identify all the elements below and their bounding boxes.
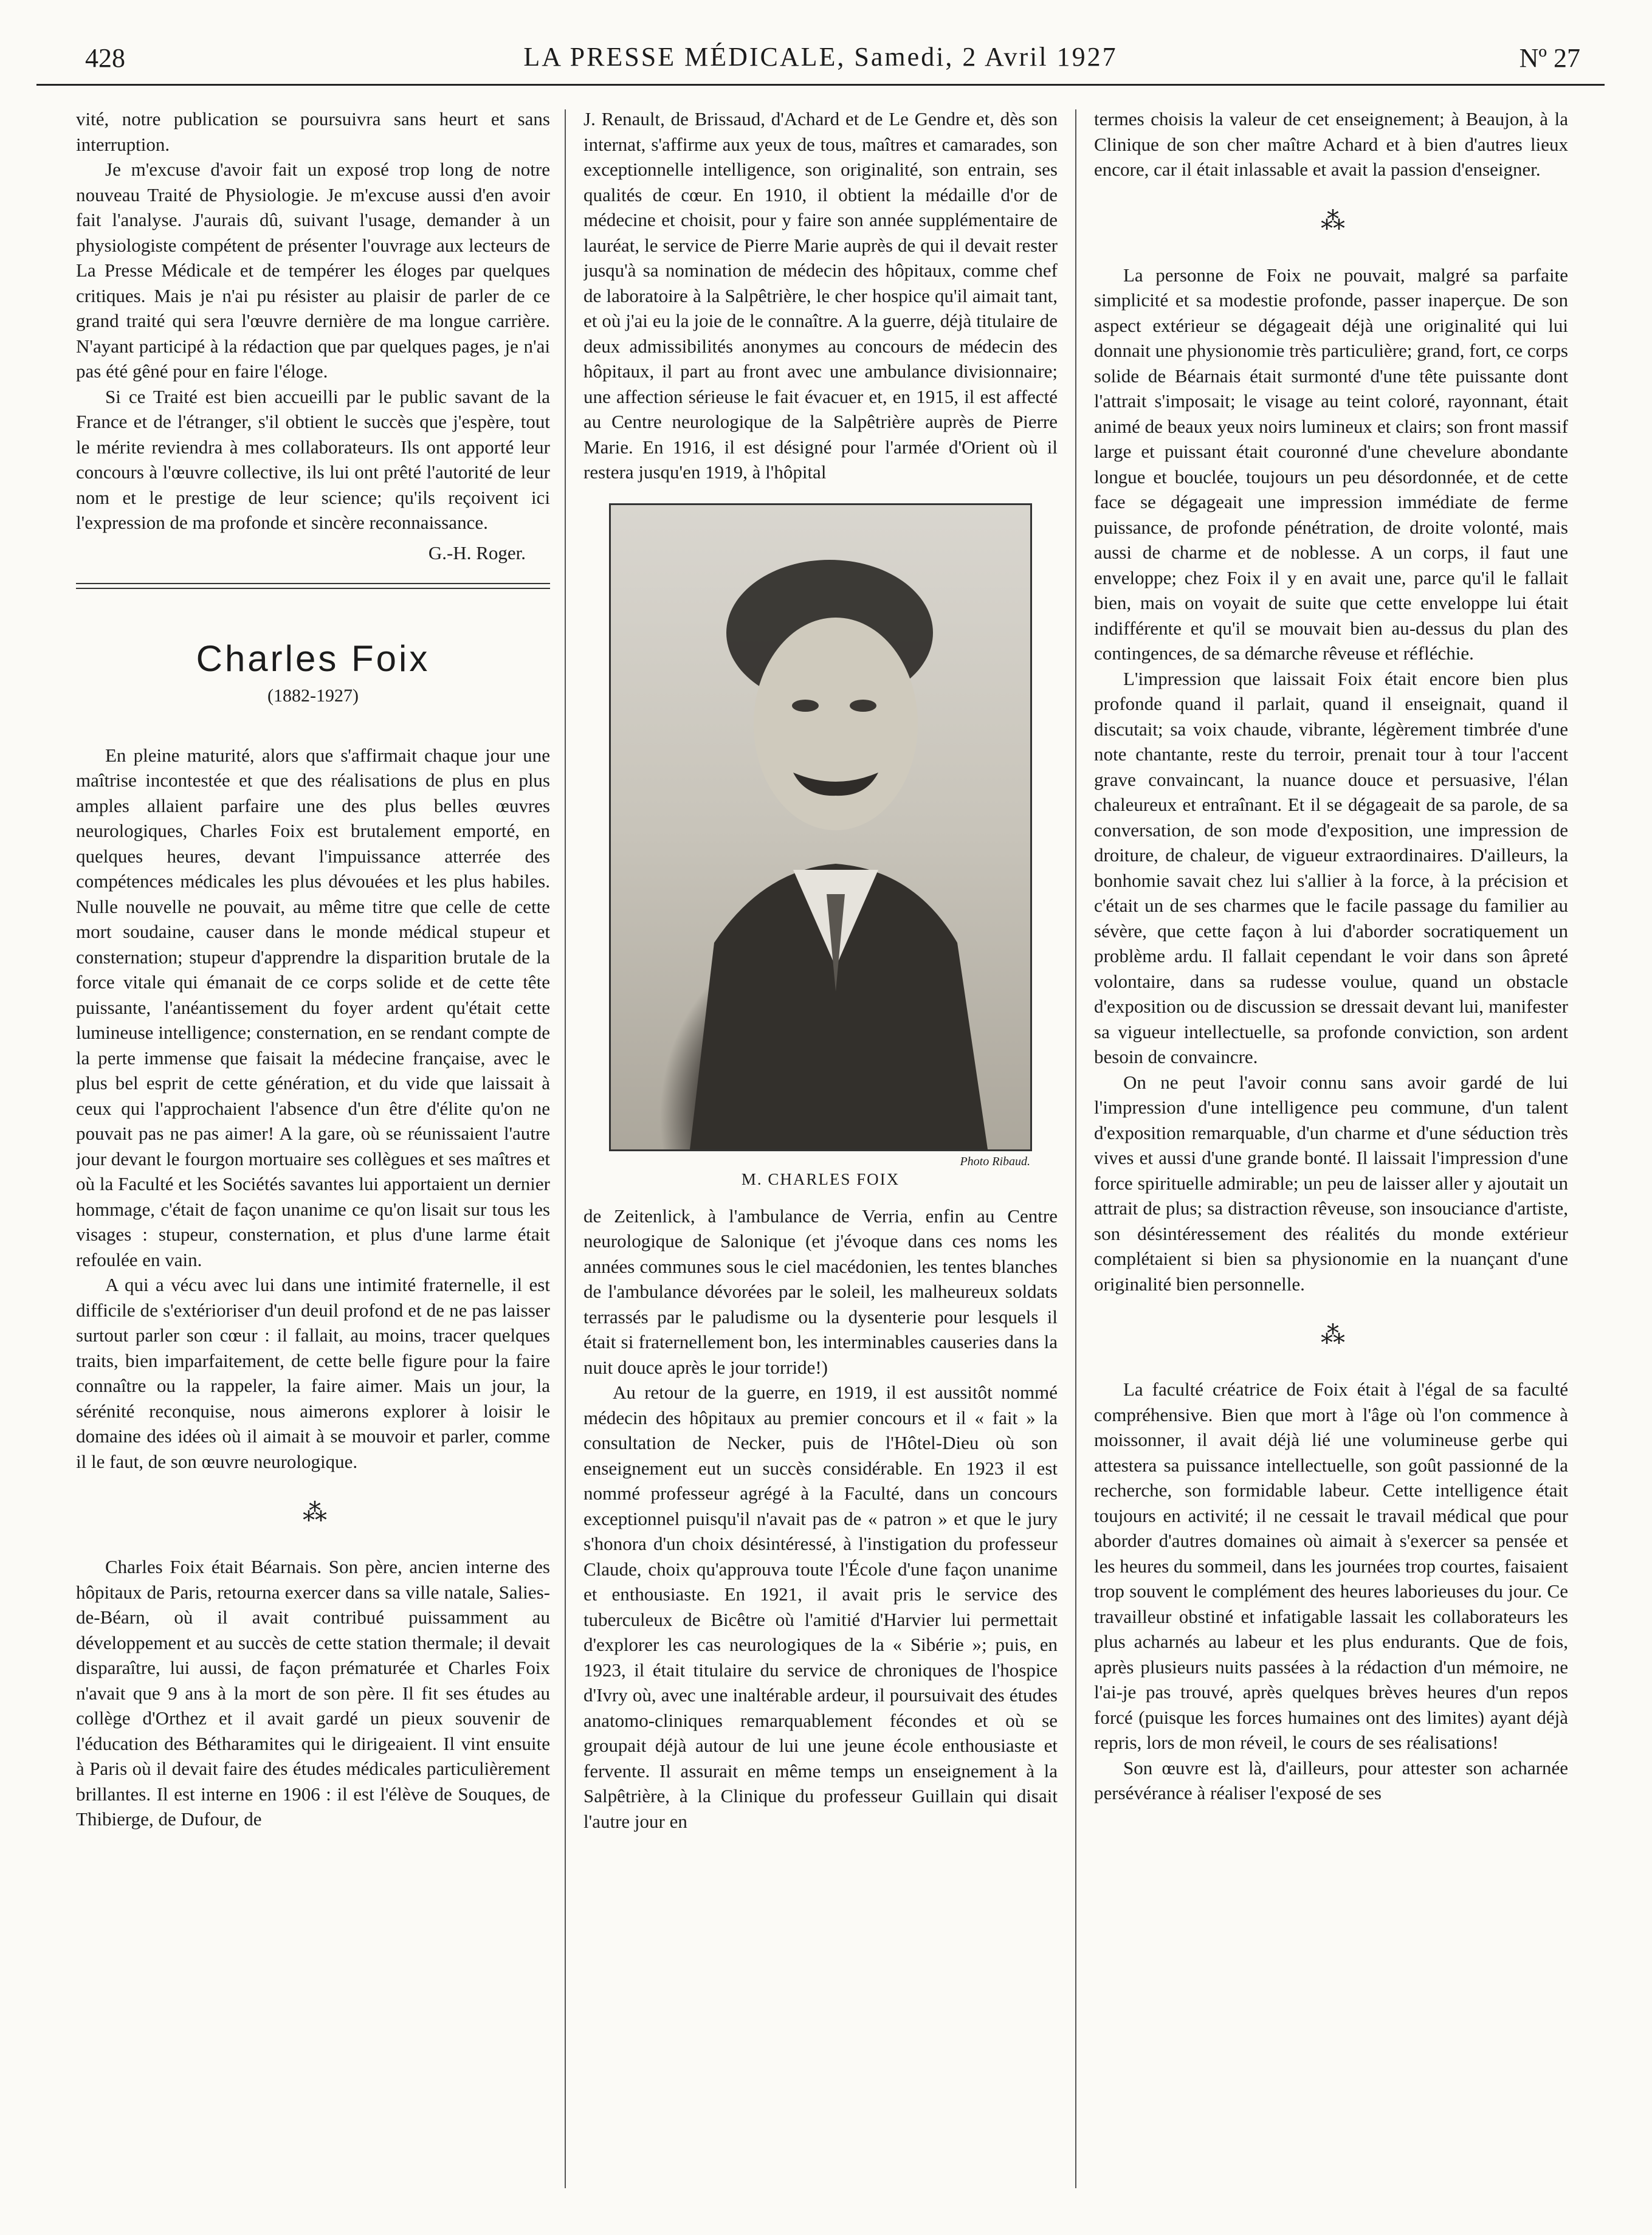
paragraph: Son œuvre est là, d'ailleurs, pour attester son acharnée persévérance à réaliser l'exposé de ses [1094, 1757, 1568, 1803]
obituary-title: Charles Foix [196, 638, 430, 679]
photo-credit: Photo Ribaud. [960, 1154, 1030, 1168]
photo-caption: M. CHARLES FOIX [741, 1169, 900, 1188]
paragraph: vité, notre publication se poursuivra sans heurt et sans interruption. [76, 108, 550, 155]
paragraph: Je m'excuse d'avoir fait un exposé trop long de notre nouveau Traité de Physiologie. Je m'excuse aussi d'en avoir fait l'analyse. J'aurais dû, suivant l'usage, demander à un physiologiste compétent de présenter l'ouvrage aux lecteurs de La Presse Médicale et de tempérer les éloges par quelques critiques. Mais je n'ai pu résister au plaisir de parler de ce grand traité qui sera l'œuvre dernière de ma longue carrière. N'ayant participé à la rédaction que par quelques pages, je n'ai pas été gêné pour en faire l'éloge. [76, 159, 550, 382]
paragraph: Charles Foix était Béarnais. Son père, ancien interne des hôpitaux de Paris, retourna exercer dans sa ville natale, Salies-de-Béarn, où il avait contribué puissamment au développement et au succès de cette station thermale; il devait disparaître, lui aussi, de façon prématurée et Charles Foix n'avait que 9 ans à la mort de son père. Il fit ses études au collège d'Orthez et il avait gardé un pieux souvenir de l'éducation des Bétharamites qui le dirigeaient. Il vint ensuite à Paris où il devait faire des études médicales particulièrement brillantes. Il est interne en 1906 : il est l'élève de Souques, de Thibierge, de Dufour, de [76, 1556, 550, 1830]
paragraph: Si ce Traité est bien accueilli par le public savant de la France et de l'étranger, s'il obtient le succès que j'espère, tout le mérite reviendra à mes collaborateurs. Ils ont apporté leur concours à l'œuvre collective, ils lui ont prêté l'autorité de leur nom et le prestige de leur science; qu'ils reçoivent ici l'expression de ma profonde et sincère reconnaissance. [76, 385, 550, 533]
obituary-dates: (1882-1927) [267, 685, 359, 706]
portrait-drawing [611, 505, 1030, 1149]
paragraph: J. Renault, de Brissaud, d'Achard et de Le Gendre et, dès son internat, s'affirme aux yeux de tous, maîtres et camarades, son exceptionnelle intelligence, son originalité, son entrain, ses qualités de cœur. En 1910, il obtient la médaille d'or de médecine et choisit, pour y faire son année supplémentaire de lauréat, le service de Pierre Marie auprès de qui il devait rester jusqu'à sa nomination de médecin des hôpitaux, comme chef de laboratoire à la Salpêtrière, le cher hospice qu'il aimait tant, et où j'ai eu la joie de le connaître. A la guerre, déjà titulaire de deux admissibilités anonymes au concours de médecin des hôpitaux, il part au front avec une ambulance divisionnaire; une affection sérieuse le fait évacuer et, en 1915, il est affecté au Centre neurologique de la Salpêtrière auprès de Pierre Marie. En 1916, il est désigné pour l'armée d'Orient où il restera jusqu'en 1919, à l'hôpital [583, 108, 1058, 483]
portrait-photo [609, 503, 1032, 1151]
asterism-ornament: ⁂ [303, 1499, 323, 1526]
paragraph: On ne peut l'avoir connu sans avoir gardé de lui l'impression d'une intelligence peu commune, d'un talent d'exposition remarquable, d'un charme et d'une séduction très vives et aussi d'une grande bonté. Il laissait l'impression d'une force spirituelle admirable; un peu de laisser aller y ajoutait un attrait de plus; sa distraction rêveuse, son insouciance d'artiste, son désintéressement des réalités du monde extérieur complétaient si bien sa physionomie en la nuançant d'une originalité bien personnelle. [1094, 1071, 1568, 1295]
paragraph: A qui a vécu avec lui dans une intimité fraternelle, il est difficile de s'extérioriser d'un deuil profond et de ne pas laisser surtout parler son cœur : il fallait, au moins, tracer quelques traits, bien imparfaitement, de cette belle figure pour la faire connaître ou la rappeler, la faire aimer. Mais un jour, la sérénité reconquise, nous aimerons explorer à loisir le domaine des idées où il aimait à se mouvoir et parler, comme il le faut, de son œuvre neurologique. [76, 1274, 550, 1472]
column-divider [1075, 109, 1076, 2188]
journal-title: LA PRESSE MÉDICALE, Samedi, 2 Avril 1927 [523, 42, 1118, 72]
paragraph: L'impression que laissait Foix était encore bien plus profonde quand il parlait, quand il enseignait, quand il discutait; sa voix chaude, vibrante, légèrement timbrée d'une note chantante, reste du terroir, prenait tour à tour l'accent grave convaincant, la nuance douce et persuasive, l'élan chaleureux et entraînant. Et il se dégageait de sa parole, de sa conversation, de son mode d'exposition, une impression de droiture, de chaleur, de vigueur extraordinaires. D'ailleurs, la bonhomie savait chez lui s'allier à la force, à la précision et c'était un de ses charmes que le facile passage du familier au sévère, que cette façon à lui d'aborder socratiquement un problème ardu. Il fallait cependant le voir dans son âpreté volontaire, dans sa rudesse voulue, quand un obstacle d'exposition ou de discussion se dressait devant lui, manifester sa vigueur intellectuelle, sa profonde conviction, son ardent besoin de convaincre. [1094, 667, 1568, 1067]
paragraph: termes choisis la valeur de cet enseignement; à Beaujon, à la Clinique de son cher maître Achard et à bien d'autres lieux encore, car il était inlassable et avait la passion d'enseigner. [1094, 108, 1568, 180]
column-left [76, 106, 550, 2191]
column-right [1094, 106, 1568, 2191]
paragraph: La faculté créatrice de Foix était à l'égal de sa faculté compréhensive. Bien que mort à l'âge où l'on commence à moissonner, il avait déjà lié une volumineuse gerbe qui attestera sa puissance intellectuelle, son goût passionné de la recherche, son formidable labeur. Cette intelligence était toujours en activité; il ne cessait le travail médical que pour aborder d'autres domaines où aimait à s'exercer sa pensée et les heures du sommeil, dans les journées trop courtes, faisaient trop souvent le complément des heures laborieuses du jour. Ce travailleur obstiné et infatigable lassait les collaborateurs les plus acharnés au labeur et les plus endurants. Que de fois, après plusieurs nuits passées à la rédaction d'un mémoire, ne l'ai-je pas trouvé, après quelques brèves heures d'un repos forcé (puisque les forces humaines ont des limites) ayant déjà repris, lors de mon réveil, le cours de ses réalisations! [1094, 1379, 1568, 1753]
paragraph: de Zeitenlick, à l'ambulance de Verria, enfin au Centre neurologique de Salonique (et j'évoque dans ces noms les années communes sous le ciel macédonien, les tentes blanches de l'ambulance dévorées par le soleil, les malheureux soldats terrassés par le paludisme ou la dysenterie pour lesquels il était si fraternellement bon, les interminables causeries dans la nuit douce après le jour torride!) [583, 1205, 1058, 1378]
page-header [36, 35, 1605, 86]
column-divider [565, 109, 566, 2188]
column-middle [583, 106, 1058, 2191]
paragraph: Au retour de la guerre, en 1919, il est aussitôt nommé médecin des hôpitaux au premier concours et il « fait » la consultation de Necker, puis de l'Hôtel-Dieu où son enseignement eut un succès considérable. En 1923 il est nommé professeur agrégé à la Faculté, dans un concours exceptionnel puisqu'il n'avait pas de « patron » et que le jury s'honora d'un choix désintéressé, à l'instigation du professeur Claude, choix qu'approuva toute l'École d'une façon unanime et enthousiaste. En 1921, il avait pris le service des tuberculeux de Bicêtre où l'amitié d'Harvier lui permettait d'explorer les cas neurologiques de la « Sibérie »; puis, en 1923, il était titulaire du service de chroniques de l'hospice d'Ivry où, avec une inaltérable ardeur, il poursuivait des études anatomo-cliniques remarquablement fécondes et où se groupait déjà autour de lui une jeune école enthousiaste et fervente. Il assurait en même temps un enseignement à la Salpêtrière, à la Clinique du professeur Guillain qui disait l'autre jour en [583, 1382, 1058, 1832]
issue-number: Nº 27 [1519, 43, 1580, 73]
section-divider [76, 583, 550, 589]
asterism-ornament: ⁂ [1321, 207, 1341, 235]
page-number: 428 [85, 43, 125, 73]
paragraph: La personne de Foix ne pouvait, malgré sa parfaite simplicité et sa modestie profonde, passer inaperçue. De son aspect extérieur se dégageait déjà une originalité qui lui donnait une physionomie très particulière; grand, fort, ce corps solide de Béarnais était surmonté d'une tête puissante dont l'attrait s'imposait; le visage au teint coloré, rayonnant, était animé de beaux yeux noirs lumineux et clairs; son front massif large et puissant était couronné d'une chevelure abondante longue et bouclée, toujours un peu désordonnée, et de cette face se dégageait une impression immédiate de ferme puissance, de profonde pénétration, de droite volonté, mais aussi de charme et de noblesse. A un corps, il faut une enveloppe; chez Foix il y en avait une, parce qu'il le fallait bien, mais on voyait de suite que cette enveloppe lui était indifférente et qu'il se mouvait bien au-dessus du plan des contingences, de sa démarche rêveuse et réfléchie. [1094, 264, 1568, 664]
author-signature: G.-H. Roger. [428, 542, 526, 563]
asterism-ornament: ⁂ [1321, 1321, 1341, 1349]
paragraph: En pleine maturité, alors que s'affirmait chaque jour une maîtrise incontestée et que des réalisations de plus en plus amples allaient parfaire une des plus belles œuvres neurologiques, Charles Foix est brutalement emporté, en quelques heures, devant l'impuissance atterrée des compétences médicales les plus dévouées et les plus habiles. Nulle nouvelle ne pouvait, au même titre que celle de cette mort soudaine, causer dans le monde médical stupeur et consternation; stupeur d'apprendre la disparition brutale de la force vitale qui émanait de ce corps solide et de cette tête puissante, l'anéantissement du foyer ardent qu'était cette lumineuse intelligence; consternation, en se rendant compte de la perte immense que faisait la médecine française, avec le plus bel esprit de cette génération, et du vide que laissait à ceux qui l'approchaient l'absence d'un être d'élite qu'on ne pouvait pas ne pas aimer! A la gare, où se réunissaient l'autre jour devant le fourgon mortuaire ses collègues et ses maîtres et où la Faculté et les Sociétés savantes lui apportaient un dernier hommage, c'était de façon unanime ce qu'on lisait sur tous les visages : stupeur, consternation, et plus d'une larme était refoulée en vain. [76, 744, 550, 1270]
